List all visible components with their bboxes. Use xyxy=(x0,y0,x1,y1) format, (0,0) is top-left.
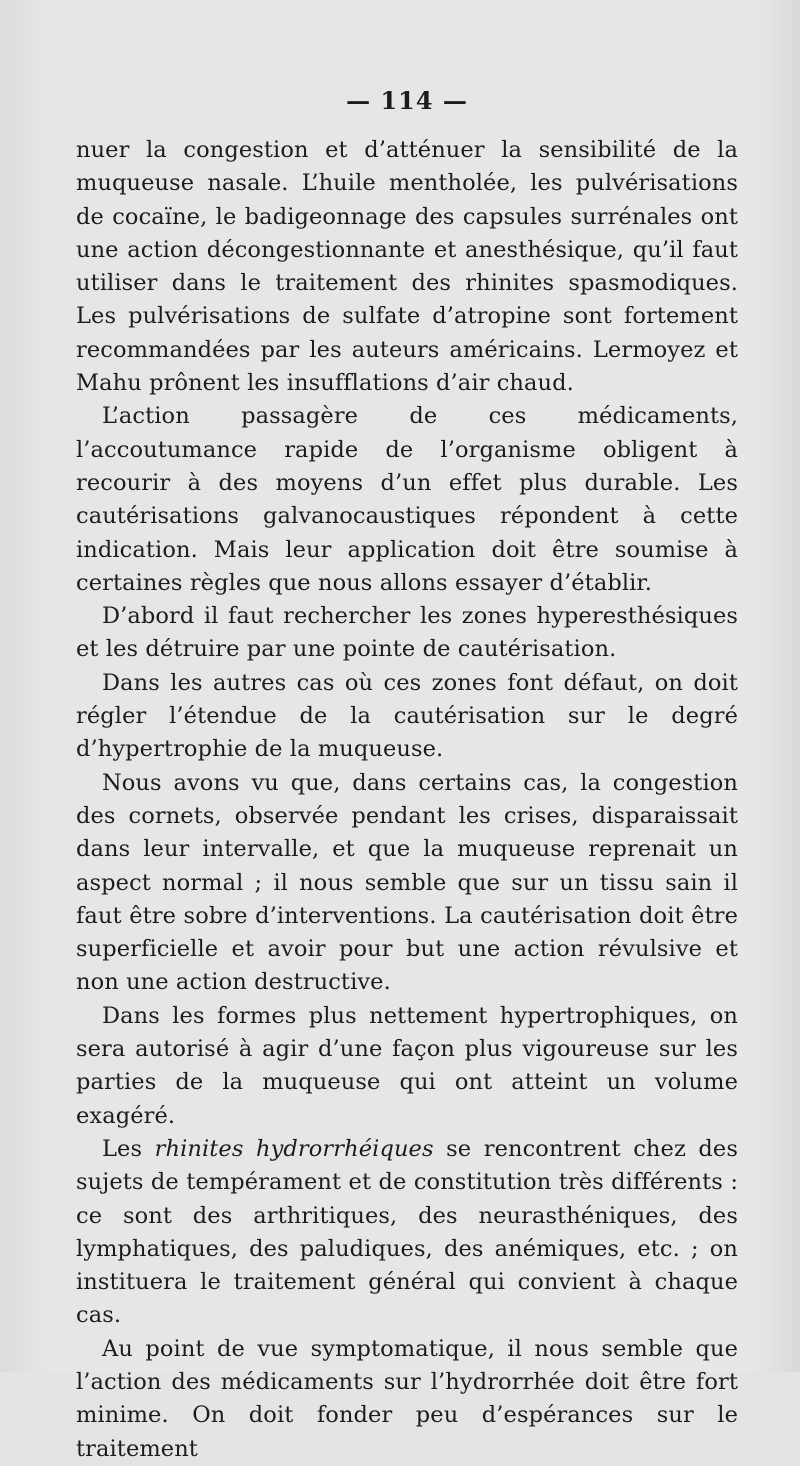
paragraph-7 xyxy=(76,1133,738,1333)
paragraph-2: L’action passagère de ces médicaments, l’accoutumance rapide de l’organisme obligent à recourir à des moyens d’un effet plus durable. Les cautérisations galvanocaustiques répondent à cette indication. Mais leur application doit être soumise à certaines règles que nous allons essayer d’établir. xyxy=(76,403,738,596)
paragraph-7-text: se rencontrent chez des sujets de tempérament et de constitution très différents : ce sont des arthritiques, des neurasthéniques, des lymphatiques, des paludiques, des anémiques, etc. ; on instituera le traitement général qui convient à chaque cas. xyxy=(76,1135,738,1329)
paragraph-7-italic-term: rhinites hydrorrhéiques xyxy=(154,1135,434,1162)
page-number: — 114 — xyxy=(346,86,468,115)
paragraph-3: D’abord il faut rechercher les zones hyperesthésiques et les détruire par une pointe de cautérisation. xyxy=(76,603,738,663)
paragraph-6: Dans les formes plus nettement hypertrophiques, on sera autorisé à agir d’une façon plus vigoureuse sur les parties de la muqueuse qui ont atteint un volume exagéré. xyxy=(76,1002,738,1129)
paragraph-8: Au point de vue symptomatique, il nous semble que l’action des médicaments sur l’hydrorrhée doit être fort minime. On doit fonder peu d’espérances sur le traitement xyxy=(76,1335,738,1462)
paragraph-1: nuer la congestion et d’atténuer la sensibilité de la muqueuse nasale. L’huile mentholée, les pulvérisations de cocaïne, le badigeonnage des capsules surrénales ont une action décongestionnante et anesthésique, qu’il faut utiliser dans le traitement des rhinites spasmodiques. Les pulvérisations de sulfate d’atropine sont fortement recommandées par les auteurs américains. Lermoyez et Mahu prônent les insufflations d’air chaud. xyxy=(76,137,738,397)
paragraph-5: Nous avons vu que, dans certains cas, la congestion des cornets, observée pendant les crises, disparaissait dans leur intervalle, et que la muqueuse reprenait un aspect normal ; il nous semble que sur un tissu sain il faut être sobre d’interventions. La cautérisation doit être superficielle et avoir pour but une action révulsive et non une action destructive. xyxy=(76,769,738,996)
paragraph-4: Dans les autres cas où ces zones font défaut, on doit régler l’étendue de la cautérisation sur le degré d’hypertrophie de la muqueuse. xyxy=(76,669,738,763)
paragraph-7-lead: Les xyxy=(102,1135,155,1162)
